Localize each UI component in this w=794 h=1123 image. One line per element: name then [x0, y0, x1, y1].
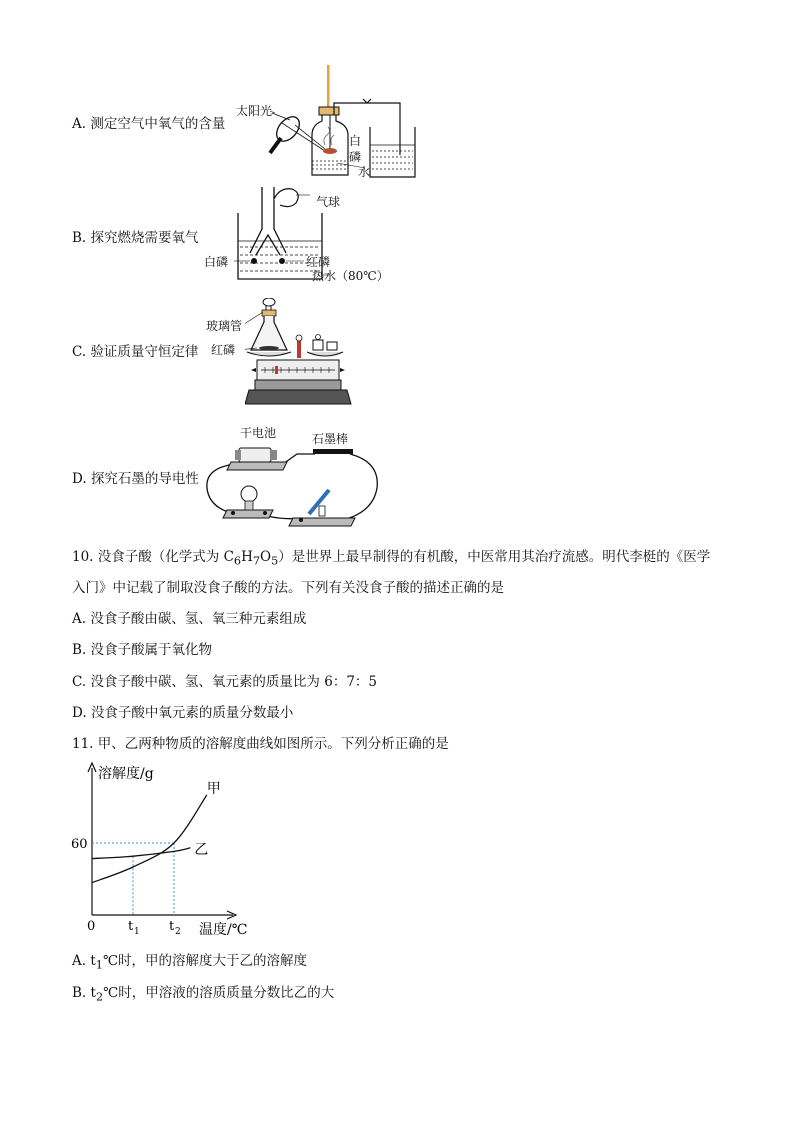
beaker: [370, 127, 415, 177]
heated-rod: [327, 65, 330, 107]
label-hot-water: 热水（80℃）: [312, 269, 389, 283]
label-water: 水: [358, 165, 371, 179]
graphite-rod: [313, 449, 353, 454]
weight-block: [327, 342, 337, 350]
option-text: 探究石墨的导电性: [90, 471, 199, 487]
figure-c-balance: [245, 298, 355, 408]
label-white-2: 磷: [349, 150, 362, 164]
series-label-jia: 甲: [206, 781, 221, 797]
option-key: B.: [72, 230, 87, 246]
conical-flask: [251, 316, 287, 350]
q10-option-c: C. 没食子酸中碳、氢、氧元素的质量比为 6：7：5: [72, 674, 377, 690]
label-dry-battery: 干电池: [240, 426, 277, 440]
label-red-phosphorus: 红磷: [211, 343, 236, 357]
series-curve-yi: [92, 848, 190, 859]
red-phosphorus: [279, 258, 285, 264]
light-bulb-icon: [241, 486, 257, 502]
label-sunlight: 太阳光: [236, 104, 273, 118]
q11-option-b: B. $t_2℃$时，甲溶液的溶质质量分数比乙的大: [72, 985, 335, 1004]
origin-label: 0: [87, 919, 96, 934]
solubility-chart: [65, 760, 255, 940]
white-phosphorus-spoon: [323, 148, 337, 154]
series-label-yi: 乙: [194, 841, 209, 858]
weight-block: [313, 340, 323, 350]
x-tick-label-t1: t: [128, 919, 134, 934]
beaker: [238, 213, 322, 279]
option-text: 验证质量守恒定律: [90, 344, 199, 360]
figure-d-circuit: [205, 438, 380, 530]
q11-option-a: A. $t_1℃$时，甲的溶解度大于乙的溶解度: [72, 953, 308, 972]
option-key: D.: [72, 471, 87, 487]
option-key: A.: [72, 116, 87, 132]
q9-option-d: [72, 470, 199, 488]
balance-base: [255, 380, 341, 390]
q10-stem-line2: 入门》中记载了制取没食子酸的方法。下列有关没食子酸的描述正确的是: [72, 580, 504, 596]
label-white-phosphorus: 白磷: [204, 255, 229, 269]
option-text: 探究燃烧需要氧气: [90, 230, 199, 246]
y-axis-label: 溶解度/g: [98, 766, 154, 782]
x-axis-label: 温度/℃: [199, 922, 248, 938]
label-red-phosphorus: 红磷: [306, 255, 331, 269]
connecting-tube: [334, 103, 400, 155]
q10-option-b: B. 没食子酸属于氧化物: [72, 642, 213, 658]
y-tick-label: 60: [71, 837, 88, 852]
x-tick-subscript: 1: [134, 927, 140, 937]
balloon-icon: [274, 189, 298, 207]
label-balloon: 气球: [316, 195, 341, 209]
figure-a-oxygen-apparatus: [230, 65, 430, 185]
label-glass-tube: 玻璃管: [206, 319, 243, 333]
question-number: 11.: [72, 736, 94, 752]
battery-base: [227, 462, 287, 470]
option-text: 测定空气中氧气的含量: [90, 116, 226, 132]
q10-option-a: A. 没食子酸由碳、氢、氧三种元素组成: [72, 611, 307, 627]
right-pan: [307, 352, 343, 356]
q9-option-b: [72, 229, 199, 247]
magnifier-handle: [270, 138, 281, 153]
bottle-stopper: [319, 107, 339, 115]
series-curve-jia: [92, 795, 207, 883]
q11-stem: 11. 甲、乙两种物质的溶解度曲线如图所示。下列分析正确的是: [72, 736, 449, 752]
option-key: C.: [72, 344, 87, 360]
x-tick-label-t2: t: [169, 919, 175, 934]
white-phosphorus: [251, 258, 257, 264]
q9-option-c: [72, 343, 198, 361]
q10-option-d: D. 没食子酸中氧元素的质量分数最小: [72, 705, 294, 721]
switch-base: [289, 518, 355, 526]
x-tick-subscript: 2: [175, 927, 181, 937]
label-graphite-rod: 石墨棒: [312, 432, 349, 446]
q9-option-a: [72, 115, 225, 133]
left-pan: [247, 352, 291, 356]
question-number: 10.: [72, 549, 94, 565]
q10-stem-line1: 10. 没食子酸（化学式为 $C_6H_7O_5$）是世界上最早制得的有机酸，中医常用其治疗流感。明代李梃的《医学: [72, 549, 711, 568]
dry-battery-icon: [239, 448, 271, 462]
label-white-1: 白: [349, 134, 362, 148]
balloon-icon: [263, 298, 275, 306]
